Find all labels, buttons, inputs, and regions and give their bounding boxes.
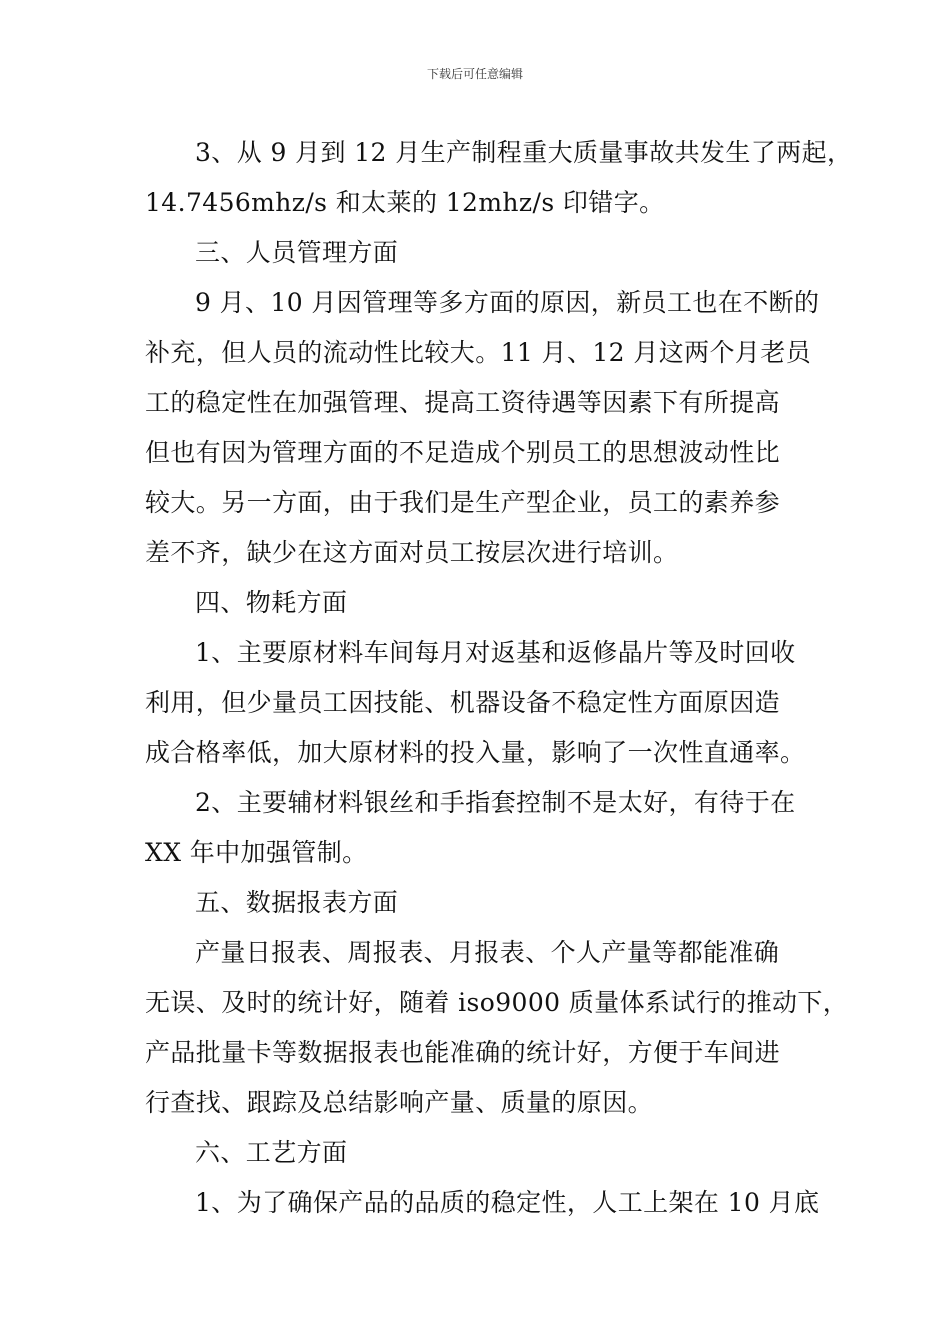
section-heading: 六、工艺方面 (195, 1138, 348, 1167)
paragraph-line: 14.7456mhz/s 和太莱的 12mhz/s 印错字。 (145, 188, 665, 217)
paragraph-line: 差不齐，缺少在这方面对员工按层次进行培训。 (145, 538, 679, 567)
section-heading: 五、数据报表方面 (195, 888, 399, 917)
paragraph-line: 产品批量卡等数据报表也能准确的统计好，方便于车间进 (145, 1038, 781, 1067)
paragraph-line: XX 年中加强管制。 (145, 838, 368, 867)
paragraph-line: 1、为了确保产品的品质的稳定性，人工上架在 10 月底 (195, 1188, 820, 1217)
document-body (145, 128, 853, 1228)
paragraph-line: 补充，但人员的流动性比较大。11 月、12 月这两个月老员 (145, 338, 812, 367)
paragraph-line: 成合格率低，加大原材料的投入量，影响了一次性直通率。 (145, 738, 806, 767)
paragraph-line: 1、主要原材料车间每月对返基和返修晶片等及时回收 (195, 638, 796, 667)
paragraph-line: 利用，但少量员工因技能、机器设备不稳定性方面原因造 (145, 688, 781, 717)
paragraph-line: 工的稳定性在加强管理、提高工资待遇等因素下有所提高 (145, 388, 781, 417)
paragraph-line: 行查找、跟踪及总结影响产量、质量的原因。 (145, 1088, 654, 1117)
section-heading: 四、物耗方面 (195, 588, 348, 617)
paragraph-line: 较大。另一方面，由于我们是生产型企业，员工的素养参 (145, 488, 781, 517)
paragraph-line: 9 月、10 月因管理等多方面的原因，新员工也在不断的 (195, 288, 820, 317)
page-header: 下载后可任意编辑 (426, 67, 523, 81)
paragraph-line: 但也有因为管理方面的不足造成个别员工的思想波动性比 (145, 438, 781, 467)
section-heading: 三、人员管理方面 (195, 238, 399, 267)
paragraph-line: 产量日报表、周报表、月报表、个人产量等都能准确 (195, 938, 780, 967)
paragraph-line: 2、主要辅材料银丝和手指套控制不是太好，有待于在 (195, 788, 796, 817)
paragraph-line: 无误、及时的统计好，随着 iso9000 质量体系试行的推动下， (145, 988, 849, 1017)
paragraph-line: 3、从 9 月到 12 月生产制程重大质量事故共发生了两起， (195, 138, 853, 167)
